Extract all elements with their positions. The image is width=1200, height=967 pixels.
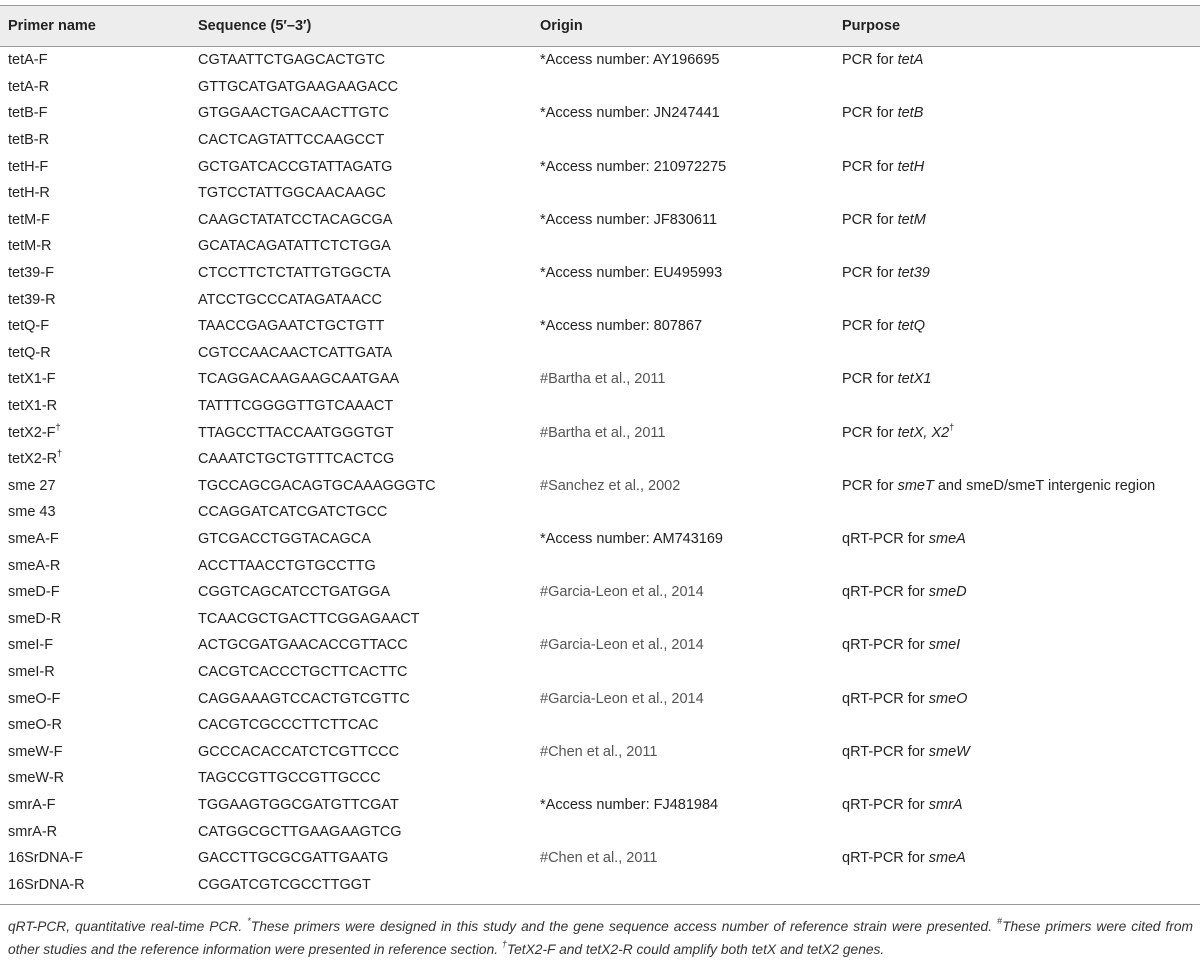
primer-name: 16SrDNA-R [8,876,85,893]
table-row [0,233,1200,260]
purpose-cell [842,478,1192,494]
primer-name-cell [8,877,198,893]
sequence-cell: TCAGGACAAGAAGCAATGAA [198,371,400,388]
primer-name-cell [8,185,198,201]
sequence-cell: CACGTCGCCCTTCTTCAC [198,717,379,734]
primer-name: tetX2-R [8,451,58,468]
table-row [0,579,1200,606]
primer-name: smeD-F [8,584,60,601]
origin-cell: #Bartha et al., 2011 [540,371,666,388]
footnote-asterisk-symbol: * [247,916,251,927]
footnote-dagger-symbol: † [501,939,507,950]
table-row [0,499,1200,526]
header-purpose: Purpose [842,18,901,34]
sequence-cell: CAAATCTGCTGTTTCACTCG [198,451,395,468]
origin-cell: *Access number: AY196695 [540,52,720,69]
purpose-cell [842,265,1192,281]
primer-name: tetA-R [8,78,50,95]
primer-name-cell [8,717,198,733]
primer-name-cell [8,238,198,254]
purpose-cell [842,105,1192,121]
table-row [0,180,1200,207]
table-row [0,632,1200,659]
primer-name: smrA-R [8,823,58,840]
purpose-gene: tetM [897,211,926,228]
table-row [0,526,1200,553]
primer-name: tetM-R [8,238,52,255]
primer-name-cell [8,504,198,520]
primer-name-cell [8,824,198,840]
table-row [0,366,1200,393]
purpose-gene: smeA [928,850,966,867]
table-row [0,47,1200,74]
sequence-cell: GCTGATCACCGTATTAGATG [198,158,393,175]
primer-name-cell [8,558,198,574]
primer-name: tet39-R [8,291,56,308]
purpose-gene: tetB [897,105,924,122]
table-row [0,127,1200,154]
primer-name-cell [8,159,198,175]
sequence-cell: TATTTCGGGGTTGTCAAACT [198,398,394,415]
primer-name: smeA-F [8,530,59,547]
purpose-cell [842,744,1192,760]
purpose-method: PCR for [842,105,898,122]
purpose-gene: tetA [897,52,924,69]
table-row [0,738,1200,765]
table-row [0,393,1200,420]
footnote-asterisk-text: These primers were designed in this study and the gene sequence access number of reference strain were presented. [250,919,998,934]
sequence-cell: TTAGCCTTACCAATGGGTGT [198,424,394,441]
primer-name: smeI-F [8,637,54,654]
origin-cell: #Garcia-Leon et al., 2014 [540,690,704,707]
table-row [0,845,1200,872]
purpose-method: PCR for [842,424,898,441]
purpose-cell [842,797,1192,813]
purpose-gene: smrA [928,796,963,813]
primer-name-cell [8,797,198,813]
table-row [0,765,1200,792]
origin-cell: #Sanchez et al., 2002 [540,477,681,494]
primer-name: smrA-F [8,796,56,813]
sequence-cell: GTTGCATGATGAAGAAGACC [198,78,399,95]
primer-name-cell [8,691,198,707]
primer-name-cell [8,79,198,95]
sequence-cell: ACTGCGATGAACACCGTTACC [198,637,408,654]
purpose-method: PCR for [842,371,898,388]
purpose-method: qRT-PCR for [842,530,929,547]
primer-name: sme 27 [8,477,56,494]
purpose-extra: and smeD/smeT intergenic region [933,477,1156,494]
sequence-cell: TAGCCGTTGCCGTTGCCC [198,770,381,787]
primer-name: smeD-R [8,610,62,627]
primer-name: smeW-F [8,743,63,760]
table-bottom-rule [0,904,1200,905]
table-row [0,712,1200,739]
primer-name-cell [8,132,198,148]
table-row [0,419,1200,446]
primer-name-cell [8,398,198,414]
purpose-method: PCR for [842,52,898,69]
origin-cell: *Access number: 807867 [540,318,703,335]
table-row [0,552,1200,579]
footnote-dagger-text: TetX2-F and tetX2-R could amplify both tetX and tetX2 genes. [506,942,885,957]
table-row [0,207,1200,234]
purpose-gene: smeA [928,530,966,547]
primer-name: tetH-F [8,158,49,175]
sequence-cell: CATGGCGCTTGAAGAAGTCG [198,823,402,840]
primer-name-cell [8,664,198,680]
origin-cell: *Access number: JN247441 [540,105,720,122]
primer-name-cell [8,318,198,334]
primer-name-cell [8,371,198,387]
primer-name: smeA-R [8,557,61,574]
primer-name-cell [8,637,198,653]
purpose-gene: tetX1 [897,371,932,388]
primer-name: tetX1-F [8,371,56,388]
table-row [0,792,1200,819]
primer-name-cell [8,584,198,600]
table-row [0,473,1200,500]
primer-table [0,5,1200,905]
origin-cell: *Access number: AM743169 [540,530,723,547]
sequence-cell: ATCCTGCCCATAGATAACC [198,291,382,308]
purpose-method: qRT-PCR for [842,584,929,601]
purpose-gene: smeW [928,743,970,760]
table-body [0,47,1200,898]
purpose-gene: smeD [928,584,967,601]
sequence-cell: TGCCAGCGACAGTGCAAAGGGTC [198,477,436,494]
origin-cell: #Garcia-Leon et al., 2014 [540,637,704,654]
purpose-cell [842,850,1192,866]
sequence-cell: TGGAAGTGGCGATGTTCGAT [198,796,399,813]
purpose-cell [842,637,1192,653]
table-row [0,153,1200,180]
purpose-method: qRT-PCR for [842,743,929,760]
purpose-cell [842,691,1192,707]
purpose-gene: smeO [928,690,968,707]
primer-name-cell [8,611,198,627]
sequence-cell: CAAGCTATATCCTACAGCGA [198,211,393,228]
sequence-cell: ACCTTAACCTGTGCCTTG [198,557,376,574]
primer-name: 16SrDNA-F [8,850,83,867]
origin-cell: *Access number: EU495993 [540,265,723,282]
purpose-cell [842,159,1192,175]
sequence-cell: CAGGAAAGTCCACTGTCGTTC [198,690,410,707]
header-origin: Origin [540,18,583,34]
purpose-cell [842,212,1192,228]
purpose-method: qRT-PCR for [842,690,929,707]
primer-name: tetB-R [8,132,50,149]
primer-name-cell [8,292,198,308]
primer-name: smeI-R [8,663,55,680]
purpose-cell [842,421,1192,441]
purpose-cell [842,531,1192,547]
purpose-footnote-mark: † [949,421,955,432]
purpose-gene: tetH [897,158,925,175]
primer-name-cell [8,212,198,228]
primer-name: tetX1-R [8,398,58,415]
purpose-gene: smeI [928,637,961,654]
primer-name: sme 43 [8,504,56,521]
sequence-cell: GTGGAACTGACAACTTGTC [198,105,389,122]
sequence-cell: GACCTTGCGCGATTGAATG [198,850,389,867]
header-sequence: Sequence (5′–3′) [198,18,312,34]
footnote-hash-symbol: # [997,916,1003,927]
footnote-abbrev: qRT-PCR, quantitative real-time PCR. [8,919,248,934]
origin-cell: #Garcia-Leon et al., 2014 [540,584,704,601]
purpose-gene: tetX, X2 [897,424,950,441]
origin-cell: *Access number: JF830611 [540,211,718,228]
primer-name-cell [8,478,198,494]
table-row [0,260,1200,287]
sequence-cell: TGTCCTATTGGCAACAAGC [198,185,386,202]
header-primer-name: Primer name [8,18,96,34]
sequence-cell: CGTAATTCTGAGCACTGTC [198,52,386,69]
sequence-cell: CCAGGATCATCGATCTGCC [198,504,388,521]
table-row [0,871,1200,898]
table-row [0,100,1200,127]
sequence-cell: GCATACAGATATTCTCTGGA [198,238,391,255]
origin-cell: *Access number: FJ481984 [540,796,719,813]
sequence-cell: CGTCCAACAACTCATTGATA [198,344,393,361]
purpose-method: qRT-PCR for [842,796,929,813]
table-row [0,74,1200,101]
sequence-cell: CGGATCGTCGCCTTGGT [198,876,371,893]
purpose-method: PCR for [842,211,898,228]
table-row [0,605,1200,632]
primer-name-cell [8,531,198,547]
table-row [0,659,1200,686]
primer-name: smeO-R [8,717,62,734]
primer-name-cell [8,850,198,866]
sequence-cell: TAACCGAGAATCTGCTGTT [198,318,385,335]
purpose-cell [842,584,1192,600]
table-header [0,5,1200,47]
footnote-hash-text: These primers were cited from other studies and the reference information were presented in reference section. [8,919,1193,957]
sequence-cell: GCCCACACCATCTCGTTCCC [198,743,400,760]
table-row [0,340,1200,367]
purpose-cell [842,52,1192,68]
table-row [0,313,1200,340]
purpose-method: PCR for [842,318,898,335]
origin-cell: #Bartha et al., 2011 [540,424,666,441]
sequence-cell: CTCCTTCTCTATTGTGGCTA [198,265,391,282]
sequence-cell: CGGTCAGCATCCTGATGGA [198,584,390,601]
origin-cell: *Access number: 210972275 [540,158,727,175]
table-row [0,286,1200,313]
sequence-cell: CACTCAGTATTCCAAGCCT [198,132,385,149]
sequence-cell: GTCGACCTGGTACAGCA [198,530,371,547]
table-row [0,818,1200,845]
purpose-method: qRT-PCR for [842,637,929,654]
purpose-method: PCR for [842,158,898,175]
table-footnote [8,915,1193,961]
purpose-cell [842,371,1192,387]
primer-name: tetM-F [8,211,50,228]
primer-name: smeO-F [8,690,61,707]
purpose-gene: tet39 [897,265,930,282]
purpose-gene: smeT [897,477,934,494]
primer-name: smeW-R [8,770,65,787]
primer-name-footnote-mark: † [57,448,63,459]
table-row [0,685,1200,712]
purpose-gene: tetQ [897,318,925,335]
primer-name-cell [8,770,198,786]
primer-name: tetA-F [8,52,48,69]
primer-name-cell [8,448,198,468]
origin-cell: #Chen et al., 2011 [540,743,658,760]
primer-name-cell [8,421,198,441]
sequence-cell: CACGTCACCCTGCTTCACTTC [198,663,408,680]
primer-name-cell [8,105,198,121]
purpose-cell [842,318,1192,334]
table-row [0,446,1200,473]
primer-name-cell [8,744,198,760]
primer-name: tetB-F [8,105,48,122]
primer-name-footnote-mark: † [55,421,61,432]
primer-name-cell [8,345,198,361]
primer-name-cell [8,52,198,68]
primer-name-cell [8,265,198,281]
purpose-method: PCR for [842,265,898,282]
purpose-method: PCR for [842,477,898,494]
primer-name: tetQ-R [8,344,51,361]
primer-name: tetQ-F [8,318,50,335]
primer-name: tet39-F [8,265,54,282]
purpose-method: qRT-PCR for [842,850,929,867]
origin-cell: #Chen et al., 2011 [540,850,658,867]
primer-name: tetX2-F [8,424,56,441]
primer-name: tetH-R [8,185,50,202]
sequence-cell: TCAACGCTGACTTCGGAGAACT [198,610,420,627]
